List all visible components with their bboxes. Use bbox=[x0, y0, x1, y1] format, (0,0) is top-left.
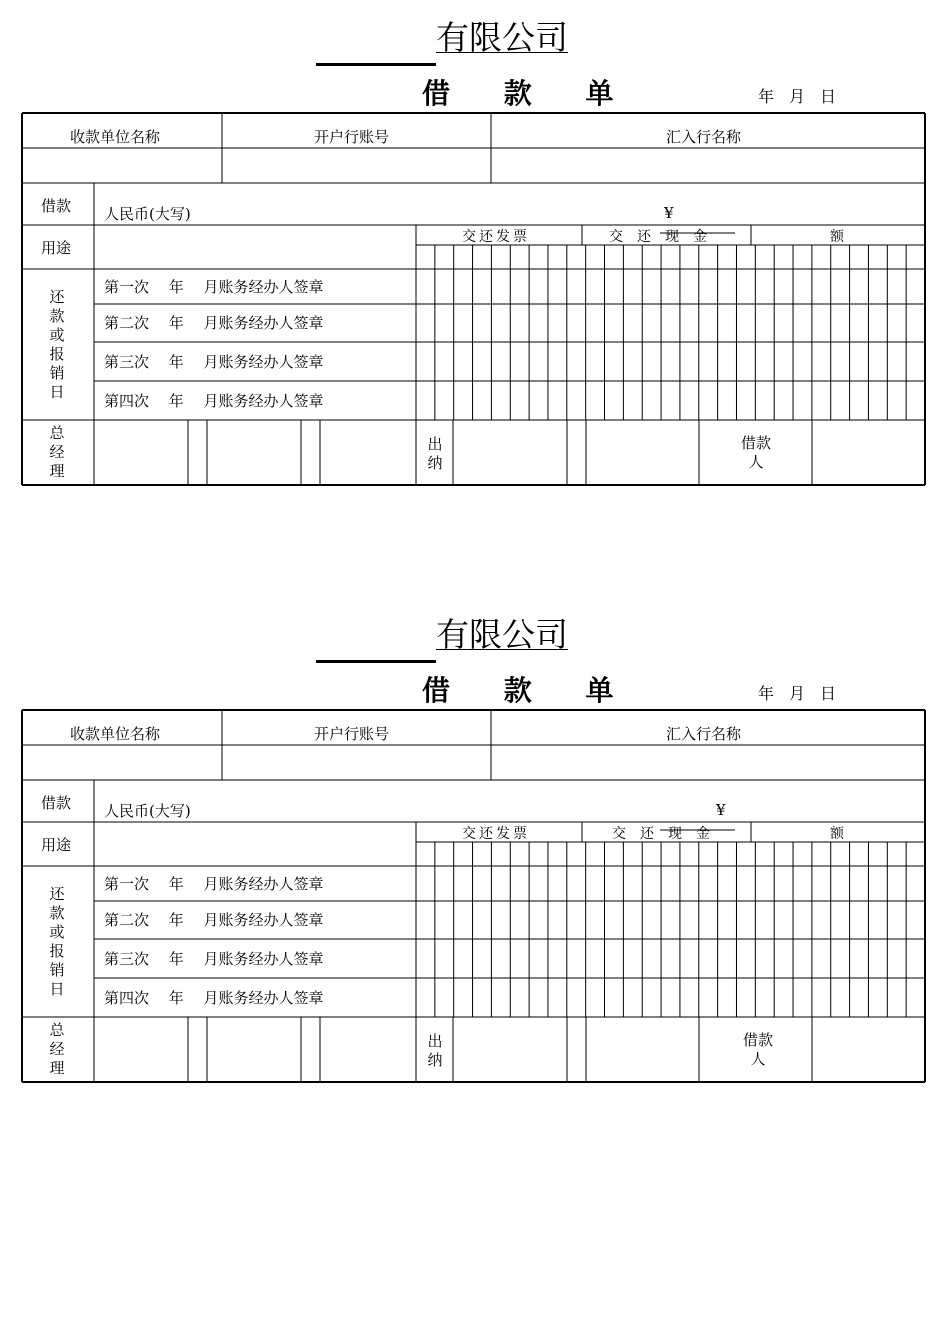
amount-label: 额 bbox=[830, 229, 844, 245]
repay-row-2: 第二次 年 月账务经办人签章 bbox=[104, 911, 324, 929]
invoice-label: 交还发票 bbox=[462, 826, 530, 842]
purpose-label: 用途 bbox=[41, 239, 72, 257]
repay-row-4: 第四次 年 月账务经办人签章 bbox=[104, 392, 324, 410]
gm-label: 总经理 bbox=[49, 424, 65, 480]
yen-symbol: ¥ bbox=[664, 204, 674, 222]
loan-form-2 bbox=[0, 615, 950, 1095]
borrower-label: 借款人 bbox=[742, 1031, 773, 1068]
date-day: 日 bbox=[820, 684, 837, 703]
borrower-label: 借款人 bbox=[740, 434, 771, 471]
form-grid bbox=[0, 18, 950, 498]
account-header: 开户行账号 bbox=[314, 725, 390, 743]
loan-label: 借款 bbox=[41, 197, 72, 215]
repay-row-1: 第一次 年 月账务经办人签章 bbox=[104, 875, 324, 893]
rmb-label: 人民币(大写) bbox=[104, 802, 191, 820]
loan-label: 借款 bbox=[41, 794, 72, 812]
cash-label: 交 还 现 金 bbox=[612, 826, 710, 842]
amount-label: 额 bbox=[830, 826, 844, 842]
cashier-label: 出纳 bbox=[427, 1032, 443, 1069]
company-suffix: 有限公司 bbox=[436, 18, 568, 57]
date-month: 月 bbox=[789, 87, 806, 106]
gm-label: 总经理 bbox=[49, 1021, 65, 1077]
loan-form-1 bbox=[0, 18, 950, 498]
invoice-label: 交还发票 bbox=[462, 229, 530, 245]
date-year: 年 bbox=[758, 684, 775, 703]
payee-name-header: 收款单位名称 bbox=[70, 128, 161, 146]
date-day: 日 bbox=[820, 87, 837, 106]
repay-row-4: 第四次 年 月账务经办人签章 bbox=[104, 989, 324, 1007]
company-suffix: 有限公司 bbox=[436, 615, 568, 654]
date-year: 年 bbox=[758, 87, 775, 106]
cash-label: 交 还 现 金 bbox=[609, 229, 707, 245]
repay-row-3: 第三次 年 月账务经办人签章 bbox=[104, 950, 324, 968]
form-title: 借 款 单 bbox=[422, 674, 636, 707]
purpose-label: 用途 bbox=[41, 836, 72, 854]
account-header: 开户行账号 bbox=[314, 128, 390, 146]
form-title: 借 款 单 bbox=[422, 77, 636, 110]
rmb-label: 人民币(大写) bbox=[104, 205, 191, 223]
repay-label: 还款或报销日 bbox=[49, 885, 65, 998]
date-month: 月 bbox=[789, 684, 806, 703]
yen-symbol: ¥ bbox=[716, 801, 726, 819]
bank-name-header: 汇入行名称 bbox=[666, 128, 742, 146]
repay-row-1: 第一次 年 月账务经办人签章 bbox=[104, 278, 324, 296]
bank-name-header: 汇入行名称 bbox=[666, 725, 742, 743]
repay-label: 还款或报销日 bbox=[49, 288, 65, 401]
form-grid bbox=[0, 615, 950, 1095]
cashier-label: 出纳 bbox=[427, 435, 443, 472]
repay-row-2: 第二次 年 月账务经办人签章 bbox=[104, 314, 324, 332]
payee-name-header: 收款单位名称 bbox=[70, 725, 161, 743]
repay-row-3: 第三次 年 月账务经办人签章 bbox=[104, 353, 324, 371]
